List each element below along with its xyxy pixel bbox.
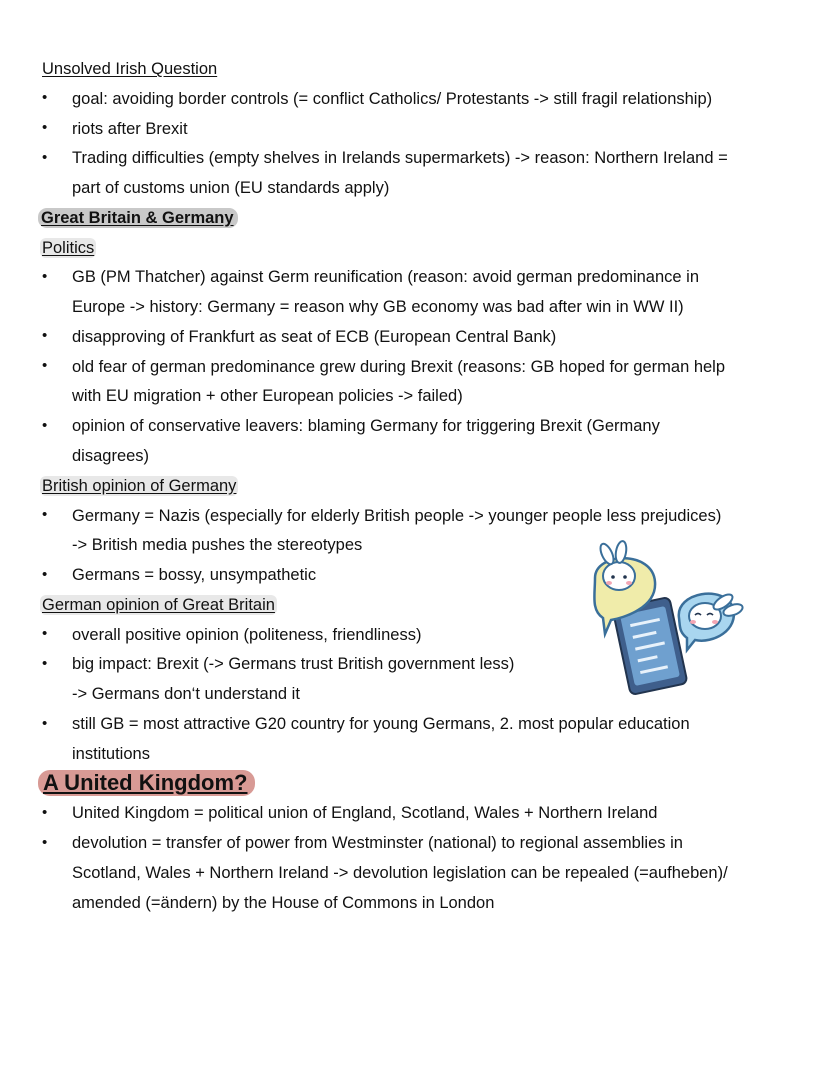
list-item: old fear of german predominance grew during Brexit (reasons: GB hoped for german help: [72, 358, 726, 376]
subheading-politics: Politics: [42, 239, 95, 257]
bunny-speech-bubble-right: [679, 592, 744, 650]
list-item-continued: part of customs union (EU standards apply): [72, 179, 390, 197]
bullet: [42, 575, 48, 581]
bunnies-chatting-sticker: [583, 540, 753, 695]
bullet: [42, 664, 48, 670]
list-item: Germany = Nazis (especially for elderly British people -> younger people less prejudices): [72, 507, 722, 525]
list-item: riots after Brexit: [72, 120, 188, 138]
bullet: [42, 515, 48, 521]
bullet: [42, 724, 48, 730]
list-item-continued: with EU migration + other European policies -> failed): [72, 387, 463, 405]
list-item-continued: -> British media pushes the stereotypes: [72, 536, 363, 554]
list-item-continued: -> Germans don‘t understand it: [72, 685, 300, 703]
list-item: disapproving of Frankfurt as seat of ECB (European Central Bank): [72, 328, 557, 346]
list-item-continued: institutions: [72, 745, 150, 763]
bullet: [42, 158, 48, 164]
heading-gb-germany: Great Britain & Germany: [38, 208, 238, 228]
list-item-continued: Europe -> history: Germany = reason why GB economy was bad after win in WW II): [72, 298, 684, 316]
bullet: [42, 336, 48, 342]
list-item-continued: Scotland, Wales + Northern Ireland -> devolution legislation can be repealed (=aufheben)/: [72, 864, 728, 882]
bullet: [42, 813, 48, 819]
bullet: [42, 277, 48, 283]
list-item: devolution = transfer of power from Westminster (national) to regional assemblies in: [72, 834, 683, 852]
heading-irish-question: Unsolved Irish Question: [42, 60, 218, 78]
subheading-british-opinion: British opinion of Germany: [42, 477, 237, 495]
list-item: big impact: Brexit (-> Germans trust British government less): [72, 655, 515, 673]
bullet: [42, 366, 48, 372]
bullet: [42, 128, 48, 134]
subheading-german-opinion: German opinion of Great Britain: [42, 596, 275, 614]
bullet: [42, 426, 48, 432]
list-item-continued: amended (=ändern) by the House of Commons in London: [72, 894, 495, 912]
heading-united-kingdom: A United Kingdom?: [38, 770, 255, 796]
list-item: still GB = most attractive G20 country for young Germans, 2. most popular education: [72, 715, 690, 733]
list-item: overall positive opinion (politeness, friendliness): [72, 626, 422, 644]
list-item: opinion of conservative leavers: blaming Germany for triggering Brexit (Germany: [72, 417, 660, 435]
list-item: GB (PM Thatcher) against Germ reunification (reason: avoid german predominance in: [72, 268, 699, 286]
list-item: Trading difficulties (empty shelves in Irelands supermarkets) -> reason: Northern Ireland =: [72, 149, 728, 167]
list-item: goal: avoiding border controls (= conflict Catholics/ Protestants -> still fragil relationship): [72, 90, 713, 108]
list-item-continued: disagrees): [72, 447, 150, 465]
bullet: [42, 843, 48, 849]
list-item: Germans = bossy, unsympathetic: [72, 566, 317, 584]
list-item: United Kingdom = political union of England, Scotland, Wales + Northern Ireland: [72, 804, 658, 822]
bullet: [42, 634, 48, 640]
bullet: [42, 98, 48, 104]
